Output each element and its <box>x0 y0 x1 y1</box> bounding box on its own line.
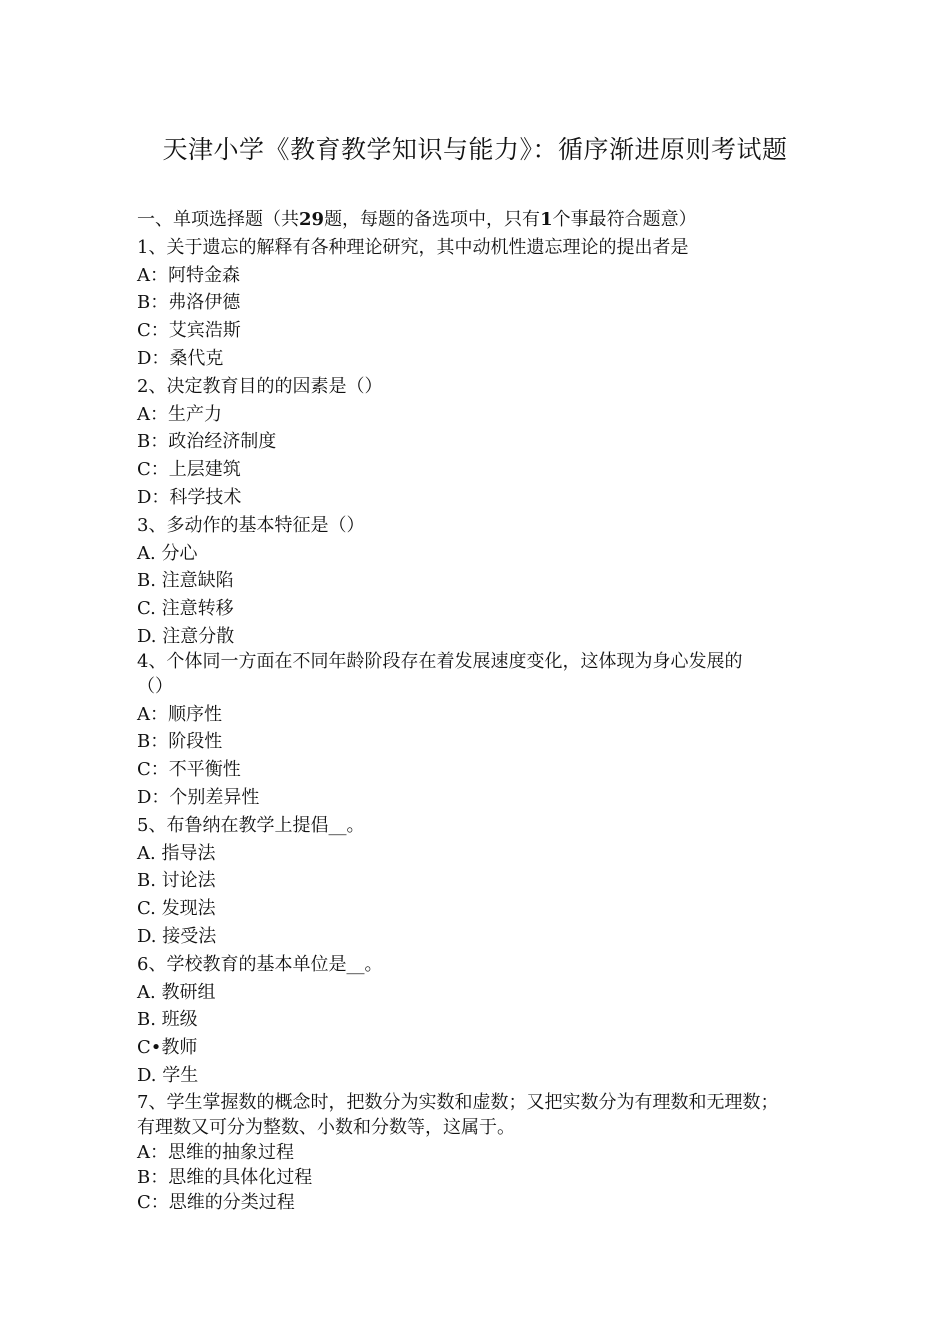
answer-option: B. 注意缺陷 <box>137 570 234 592</box>
question-stem: 5、布鲁纳在教学上提倡__。 <box>137 814 365 836</box>
question-stem: 4、个体同一方面在不同年龄阶段存在着发展速度变化，这体现为身心发展的 <box>137 650 743 672</box>
answer-option: C：不平衡性 <box>137 759 241 781</box>
answer-option: B：弗洛伊德 <box>137 292 241 314</box>
answer-option: A：阿特金森 <box>137 264 240 286</box>
section-heading: 一、单项选择题（共29题，每题的备选项中，只有1个事最符合题意） <box>137 209 697 230</box>
answer-option: B. 班级 <box>137 1009 198 1031</box>
question-stem: 2、决定教育目的的因素是（） <box>137 375 383 397</box>
question-stem: 3、多动作的基本特征是（） <box>137 514 365 536</box>
answer-option: C：思维的分类过程 <box>137 1191 295 1213</box>
question-count: 29 <box>299 209 325 230</box>
answer-option: D：个别差异性 <box>137 786 260 808</box>
answer-option: D. 注意分散 <box>137 625 235 647</box>
answer-option: A：思维的抽象过程 <box>137 1141 294 1163</box>
question-stem: 7、学生掌握数的概念时，把数分为实数和虚数；又把实数分为有理数和无理数； <box>137 1091 779 1113</box>
answer-option: B：思维的具体化过程 <box>137 1166 313 1188</box>
answer-option: B：政治经济制度 <box>137 431 277 453</box>
answer-option: C：艾宾浩斯 <box>137 320 241 342</box>
answer-option: C•教师 <box>137 1037 198 1059</box>
question-stem-continued: 有理数又可分为整数、小数和分数等，这属于。 <box>137 1116 515 1138</box>
answer-option: D. 接受法 <box>137 925 217 947</box>
answer-option: A. 指导法 <box>137 842 216 864</box>
question-stem-continued: （） <box>137 675 173 697</box>
answer-option: A. 教研组 <box>137 981 216 1003</box>
exam-content <box>137 206 827 1215</box>
question-stem: 1、关于遗忘的解释有各种理论研究，其中动机性遗忘理论的提出者是 <box>137 236 689 258</box>
answer-option: B：阶段性 <box>137 731 223 753</box>
answer-option: B. 讨论法 <box>137 870 216 892</box>
answer-option: A. 分心 <box>137 542 198 564</box>
answer-option: C. 发现法 <box>137 898 216 920</box>
answer-option: A：生产力 <box>137 403 222 425</box>
answer-option: D：科学技术 <box>137 486 242 508</box>
answer-option: C：上层建筑 <box>137 459 241 481</box>
answer-option: D：桑代克 <box>137 347 224 369</box>
page-title: 天津小学《教育教学知识与能力》：循序渐进原则考试题 <box>162 135 788 164</box>
question-stem: 6、学校教育的基本单位是__。 <box>137 953 383 975</box>
answer-option: A：顺序性 <box>137 703 222 725</box>
answer-option: D. 学生 <box>137 1064 199 1086</box>
answer-count: 1 <box>540 209 553 230</box>
answer-option: C. 注意转移 <box>137 598 234 620</box>
